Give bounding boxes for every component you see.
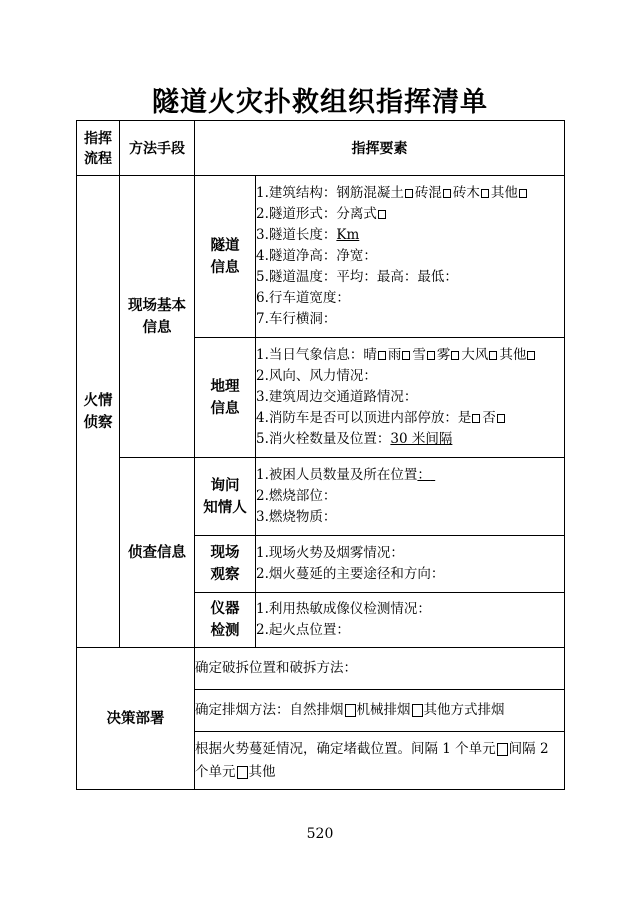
site-observe-items — [256, 536, 565, 593]
fire-truck-line — [256, 408, 564, 429]
command-checklist-table — [76, 120, 565, 790]
trapped-persons-colon: ： — [417, 467, 431, 483]
fire-recon-label-line2: 侦察 — [83, 414, 113, 431]
fire-smoke-line: 1.现场火势及烟雾情况： — [256, 545, 404, 561]
geo-info-label — [195, 338, 256, 458]
demolition-method-text: 确定破拆位置和破拆方法： — [195, 660, 357, 676]
site-info-label-line1: 现场基本 — [128, 297, 186, 314]
burn-location-line: 2.燃烧部位： — [256, 488, 337, 504]
fire-recon-label — [77, 176, 120, 648]
tunnel-form-line — [256, 204, 564, 225]
checkbox-icon[interactable] — [481, 189, 489, 198]
checkbox-icon[interactable] — [427, 351, 435, 360]
option-snow: 雪 — [412, 347, 426, 363]
site-basic-info-label — [120, 176, 195, 458]
tunnel-info-row — [77, 176, 565, 338]
checkbox-icon[interactable] — [489, 351, 497, 360]
spread-path-line: 2.烟火蔓延的主要途径和方向： — [256, 566, 445, 582]
checkbox-icon[interactable] — [405, 189, 413, 198]
blank-underline — [431, 467, 435, 483]
observe-label-line2: 观察 — [210, 567, 240, 583]
site-info-label-line2: 信息 — [142, 319, 172, 336]
recon-info-label: 侦查信息 — [120, 458, 195, 648]
option-brick-concrete: 砖混 — [414, 185, 442, 201]
option-other: 其他 — [490, 185, 518, 201]
header-method: 方法手段 — [120, 121, 195, 176]
ask-label-line1: 询问 — [210, 477, 240, 494]
cross-passage-line: 7.车行横洞： — [256, 311, 337, 327]
checkbox-icon[interactable] — [519, 189, 527, 198]
demolition-method-cell — [195, 648, 565, 690]
checkbox-icon[interactable] — [497, 414, 505, 423]
hydrant-line — [256, 429, 564, 450]
site-observe-label — [195, 536, 256, 593]
trapped-persons-line — [256, 465, 564, 486]
blocking-other: 其他 — [248, 763, 276, 780]
page-number: 520 — [306, 826, 334, 842]
hydrant-interval: 30 米间隔 — [390, 431, 453, 447]
roads-line: 3.建筑周边交通道路情况： — [256, 389, 418, 405]
tunnel-structure-line — [256, 183, 564, 204]
tunnel-length-unit: Km — [336, 227, 360, 243]
tunnel-label-line2: 信息 — [210, 259, 240, 276]
document-title: 隧道火灾扑救组织指挥清单 — [152, 87, 488, 118]
header-process — [77, 121, 120, 176]
tunnel-length-label: 3.隧道长度： — [256, 227, 337, 243]
option-fog: 雾 — [436, 347, 451, 363]
thermal-imager-line: 1.利用热敏成像仪检测情况： — [256, 601, 431, 617]
instrument-label-line2: 检测 — [210, 623, 240, 639]
tunnel-info-items — [256, 176, 565, 338]
weather-label: 1.当日气象信息：晴 — [256, 347, 377, 363]
checkbox-icon[interactable] — [412, 704, 423, 717]
decision-label: 决策部署 — [77, 648, 195, 790]
option-brick-wood: 砖木 — [452, 185, 480, 201]
header-process-line1: 指挥 — [84, 131, 112, 147]
geo-label-line1: 地理 — [210, 378, 240, 395]
instrument-label — [195, 593, 256, 648]
lane-width-line: 6.行车道宽度： — [256, 290, 350, 306]
blocking-position-text — [195, 738, 564, 784]
header-row — [77, 121, 565, 176]
smoke-exhaust-line — [195, 700, 564, 721]
instrument-label-line1: 仪器 — [210, 601, 240, 617]
ask-witness-label — [195, 458, 256, 536]
checkbox-icon[interactable] — [237, 766, 248, 779]
option-other: 其他 — [499, 347, 527, 363]
blocking-interval-2: 间隔 2 个单元 — [195, 740, 549, 780]
smoke-exhaust-mechanical: 机械排烟 — [356, 702, 411, 718]
wind-line: 2.风向、风力情况： — [256, 368, 377, 384]
fire-recon-label-line1: 火情 — [83, 392, 113, 409]
ask-witness-row — [77, 458, 565, 536]
geo-label-line2: 信息 — [210, 400, 240, 417]
tunnel-label-line1: 隧道 — [210, 237, 240, 254]
checkbox-icon[interactable] — [378, 351, 386, 360]
option-no: 否 — [482, 410, 496, 426]
checkbox-icon[interactable] — [472, 414, 480, 423]
checkbox-icon[interactable] — [402, 351, 410, 360]
trapped-persons-label: 1.被困人员数量及所在位置 — [256, 467, 418, 483]
option-wind: 大风 — [461, 347, 489, 363]
smoke-exhaust-other: 其他方式排烟 — [423, 702, 505, 718]
blocking-position-cell — [195, 732, 565, 790]
observe-label-line1: 现场 — [210, 545, 240, 561]
checkbox-icon[interactable] — [378, 210, 386, 219]
header-elements: 指挥要素 — [195, 121, 565, 176]
fire-truck-label: 4.消防车是否可以顶进内部停放：是 — [256, 410, 472, 426]
smoke-exhaust-cell — [195, 690, 565, 732]
decision-row-1 — [77, 648, 565, 690]
blocking-interval-1: 根据火势蔓延情况，确定堵截位置。间隔 1 个单元 — [195, 740, 496, 757]
ask-label-line2: 知情人 — [203, 499, 247, 516]
checkbox-icon[interactable] — [527, 351, 535, 360]
ask-witness-items — [256, 458, 565, 536]
checkbox-icon[interactable] — [451, 351, 459, 360]
checkbox-icon[interactable] — [497, 743, 508, 756]
geo-info-items — [256, 338, 565, 458]
burn-material-line: 3.燃烧物质： — [256, 509, 337, 525]
structure-label: 1.建筑结构：钢筋混凝土 — [256, 185, 404, 201]
tunnel-info-label — [195, 176, 256, 338]
option-rain: 雨 — [387, 347, 402, 363]
smoke-exhaust-natural: 确定排烟方法：自然排烟 — [195, 702, 344, 718]
checkbox-icon[interactable] — [443, 189, 451, 198]
instrument-items — [256, 593, 565, 648]
origin-point-line: 2.起火点位置： — [256, 622, 350, 638]
tunnel-length-line — [256, 225, 564, 246]
tunnel-clearance-line: 4.隧道净高：净宽： — [256, 248, 377, 264]
tunnel-temperature-line: 5.隧道温度：平均：最高：最低： — [256, 269, 458, 285]
hydrant-label: 5.消火栓数量及位置： — [256, 431, 391, 447]
weather-line — [256, 345, 564, 366]
header-process-line2: 流程 — [84, 151, 112, 167]
tunnel-form-text: 2.隧道形式：分离式 — [256, 206, 377, 222]
checkbox-icon[interactable] — [345, 704, 356, 717]
